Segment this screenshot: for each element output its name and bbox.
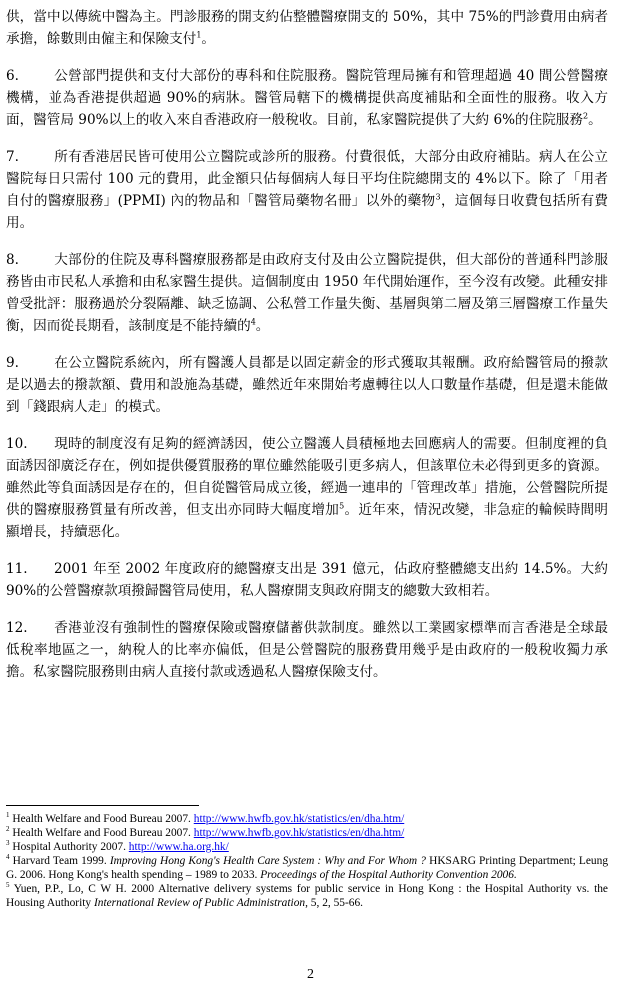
paragraph-10: 10. 現時的制度沒有足夠的經濟誘因，使公立醫護人員積極地去回應病人的需要。但制度裡的負面誘因卻廣泛存在，例如提供優質服務的單位雖然能吸引更多病人，但該單位未必得到更多的資源。雖然此等負面誘因是存在的，但自從醫管局成立後，經過一連串的「管理改革」措施，公營醫院所提供的醫療服務質量有所改善，但支出亦同時大幅度增加$^5$。近年來，情況改變，非急症的輪候時間明顯增長，持續惡化。 (6, 433, 608, 543)
paragraph-number: 8. (6, 252, 19, 268)
paragraph-8: 8. 大部份的住院及專科醫療服務都是由政府支付及由公立醫院提供，但大部份的普通科門診服務皆由市民私人承擔和由私家醫生提供。這個制度由 1950 年代開始運作，至今沒有改變。此種安排曾受批評：服務過於分裂隔離、缺乏協調、公私營工作量失衡、基層與第二層及第三層醫療工作量失衡，因而從長期看，該制度是不能持續的$^4$。 (6, 249, 608, 337)
paragraph-12: 12. 香港並沒有強制性的醫療保險或醫療儲蓄供款制度。雖然以工業國家標準而言香港是全球最低稅率地區之一，納稅人的比率亦偏低，但是公營醫院的服務費用幾乎是由政府的一般稅收獨力承擔。私家醫院服務則由病人直接付款或透過私人醫療保險支付。 (6, 617, 608, 683)
paragraph-6: 6. 公營部門提供和支付大部份的專科和住院服務。醫院管理局擁有和管理超過 40 間公營醫療機構，並為香港提供超過 90%的病牀。醫管局轄下的機構提供高度補貼和全面性的服務。收入方面，醫管局 90%以上的收入來自香港政府一般稅收。目前，私家醫院提供了大約 6%的住院服務$^2$。 (6, 65, 608, 131)
paragraph-11: 11. 2001 年至 2002 年度政府的總醫療支出是 391 億元，佔政府整體總支出約 14.5%。大約 90%的公營醫療款項撥歸醫管局使用，私人醫療開支與政府開支的總數大致相若。 (6, 558, 608, 602)
paragraph-number: 12. (6, 620, 28, 636)
footnote-5: $^5$ Yuen, P.P., Lo, C W H. 2000 Alternative delivery systems for public service in Hong Kong : the Hospital Authority vs. the Housing Authority International Review of Public Administration, 5, 2, 55-66. (6, 881, 608, 909)
paragraph-5-continuation: 供，當中以傳統中醫為主。門診服務的開支約佔整體醫療開支的 50%，其中 75%的門診費用由病者承擔，餘數則由僱主和保險支付$^1$。 (6, 9, 608, 47)
paragraph-number: 6. (6, 68, 19, 84)
footnote-link[interactable]: http://www.hwfb.gov.hk/statistics/en/dha.htm/ (193, 813, 405, 825)
page-number: 2 (307, 967, 314, 982)
footnote-3: $^3$ Hospital Authority 2007. http://www.ha.org.hk/ (6, 839, 229, 853)
footnote-separator (6, 805, 199, 806)
footnote-link[interactable]: http://www.hwfb.gov.hk/statistics/en/dha.htm/ (193, 827, 405, 839)
paragraph-7: 7. 所有香港居民皆可使用公立醫院或診所的服務。付費很低，大部分由政府補貼。病人在公立醫院每日只需付 100 元的費用，此金額只佔每個病人每日平均住院總開支的 4%以下。除了「用者自付的醫療服務」(PPMI) 內的物品和「醫管局藥物名冊」以外的藥物$^3$，這個每日收費包括所有費用。 (6, 146, 608, 234)
paragraph-number: 10. (6, 436, 28, 452)
footnote-4: $^4$ Harvard Team 1999. Improving Hong Kong's Health Care System : Why and For Whom ? HKSARG Printing Department; Leung G. 2006. Hong Kong's health spending – 1989 to 2033. Proceedings of the Hospital Authority Convention 2006. (6, 853, 609, 881)
paragraph-9: 9. 在公立醫院系統內，所有醫護人員都是以固定薪金的形式獲取其報酬。政府給醫管局的撥款是以過去的撥款額、費用和設施為基礎，雖然近年來開始考慮轉往以人口數量作基礎，但是還未能做到「錢跟病人走」的模式。 (6, 352, 608, 418)
footnote-1: $^1$ Health Welfare and Food Bureau 2007. http://www.hwfb.gov.hk/statistics/en/dha.htm/ (6, 811, 405, 825)
document-page (6, 6, 608, 698)
footnote-ref-2[interactable]: 2 (582, 111, 589, 121)
footnotes (6, 812, 608, 910)
paragraph-number: 7. (6, 149, 19, 165)
footnote-ref-5[interactable]: 5 (339, 501, 345, 511)
footnote-ref-3[interactable]: 3 (435, 192, 441, 202)
footnote-ref-4[interactable]: 4 (250, 317, 256, 327)
footnote-2: $^2$ Health Welfare and Food Bureau 2007. http://www.hwfb.gov.hk/statistics/en/dha.htm/ (6, 825, 405, 839)
paragraph-number: 9. (6, 355, 19, 371)
footnote-ref-1[interactable]: 1 (196, 30, 202, 40)
paragraph-number: 11. (6, 561, 28, 577)
footnote-link[interactable]: http://www.ha.org.hk/ (128, 841, 229, 853)
